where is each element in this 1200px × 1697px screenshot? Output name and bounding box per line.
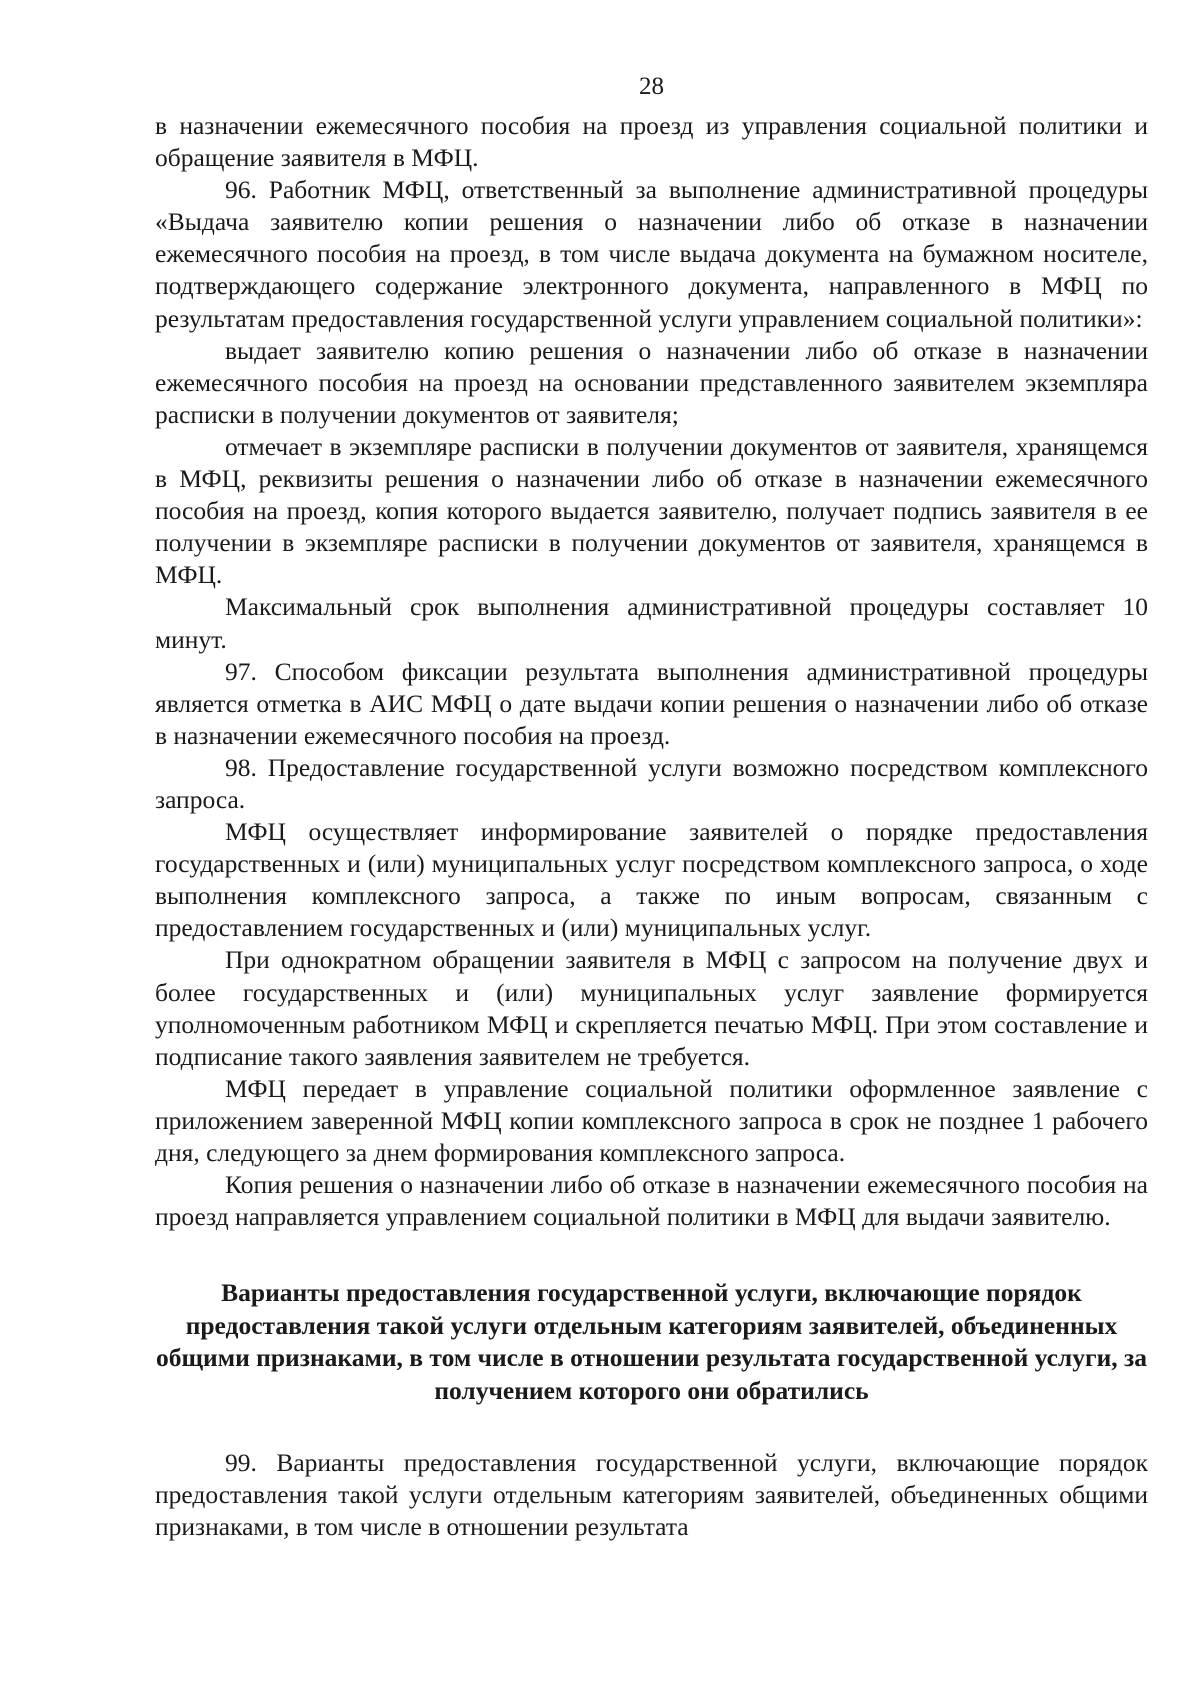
paragraph-96-item-1: выдает заявителю копию решения о назначении либо об отказе в назначении ежемесячного пособия на проезд на основании представленного заявителем экземпляра расписки в получении документов от заявителя; xyxy=(155,335,1148,429)
paragraph-97: 97. Способом фиксации результата выполнения административной процедуры является отметка в АИС МФЦ о дате выдачи копии решения о назначении либо об отказе в назначении ежемесячного пособия на проезд. xyxy=(155,656,1148,750)
page-number: 28 xyxy=(639,73,664,100)
section-heading: Варианты предоставления государственной услуги, включающие порядок предоставления такой услуги отдельным категориям заявителей, объединенных общими признаками, в том числе в отношении результата государственной услуги, за получением которого они обратились xyxy=(155,1278,1148,1405)
document-body xyxy=(155,110,1148,1543)
paragraph-max-time: Максимальный срок выполнения административной процедуры составляет 10 минут. xyxy=(155,592,1148,654)
paragraph-decision-copy: Копия решения о назначении либо об отказе в назначении ежемесячного пособия на проезд направляется управлением социальной политики в МФЦ для выдачи заявителю. xyxy=(155,1170,1148,1232)
paragraph-98: 98. Предоставление государственной услуги возможно посредством комплексного запроса. xyxy=(155,752,1148,814)
paragraph-96-item-2: отмечает в экземпляре расписки в получении документов от заявителя, хранящемся в МФЦ, реквизиты решения о назначении либо об отказе в назначении ежемесячного пособия на проезд, копия которого выдается заявителю, получает подпись заявителя в ее получении в экземпляре расписки в получении документов от заявителя, хранящемся в МФЦ. xyxy=(155,431,1148,590)
paragraph-single-request: При однократном обращении заявителя в МФЦ с запросом на получение двух и более государственных и (или) муниципальных услуг заявление формируется уполномоченным работником МФЦ и скрепляется печатью МФЦ. При этом составление и подписание такого заявления заявителем не требуется. xyxy=(155,945,1148,1071)
paragraph-mfc-informing: МФЦ осуществляет информирование заявителей о порядке предоставления государственных и (или) муниципальных услуг посредством комплексного запроса, о ходе выполнения комплексного запроса, а также по иным вопросам, связанным с предоставлением государственных и (или) муниципальных услуг. xyxy=(155,817,1148,943)
paragraph-mfc-transfer: МФЦ передает в управление социальной политики оформленное заявление с приложением заверенной МФЦ копии комплексного запроса в срок не позднее 1 рабочего дня, следующего за днем формирования комплексного запроса. xyxy=(155,1073,1148,1167)
paragraph-continuation: в назначении ежемесячного пособия на проезд из управления социальной политики и обращение заявителя в МФЦ. xyxy=(155,111,1148,173)
paragraph-96: 96. Работник МФЦ, ответственный за выполнение административной процедуры «Выдача заявителю копии решения о назначении либо об отказе в назначении ежемесячного пособия на проезд, в том числе выдача документа на бумажном носителе, подтверждающего содержание электронного документа, направленного в МФЦ по результатам предоставления государственной услуги управлением социальной политики»: xyxy=(155,175,1148,333)
paragraph-99: 99. Варианты предоставления государственной услуги, включающие порядок предоставления такой услуги отдельным категориям заявителей, объединенных общими признаками, в том числе в отношении результата xyxy=(155,1447,1148,1542)
